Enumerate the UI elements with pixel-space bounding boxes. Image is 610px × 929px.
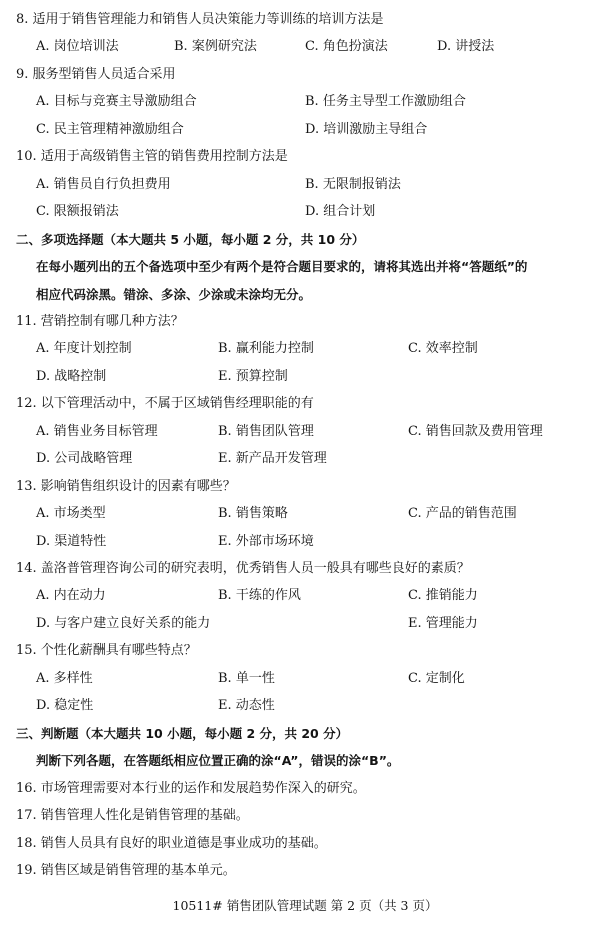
question-text [0, 61, 610, 88]
line-text: 13. 影响销售组织设计的因素有哪些？ [16, 478, 236, 494]
options-row [0, 171, 610, 198]
section-heading [0, 226, 610, 253]
answer-option: E. 动态性 [218, 698, 275, 714]
line-text: 11. 营销控制有哪几种方法？ [16, 313, 184, 329]
answer-option: D. 培训激励主导组合 [305, 121, 428, 137]
section-heading [0, 720, 610, 747]
answer-option: E. 新产品开发管理 [218, 451, 327, 467]
options-row [0, 198, 610, 225]
answer-option: D. 与客户建立良好关系的能力 [36, 615, 211, 631]
question-text [0, 637, 610, 664]
question-text [0, 308, 610, 335]
answer-option: B. 销售策略 [218, 506, 288, 522]
answer-option: B. 无限制报销法 [305, 176, 401, 192]
answer-option: A. 多样性 [36, 670, 93, 686]
answer-option: A. 销售员自行负担费用 [36, 176, 171, 192]
answer-option: A. 市场类型 [36, 506, 106, 522]
options-row [0, 445, 610, 472]
line-text: 判断下列各题，在答题纸相应位置正确的涂“A”，错误的涂“B”。 [36, 753, 400, 769]
line-text: 10. 适用于高级销售主管的销售费用控制方法是 [16, 149, 288, 165]
answer-option: C. 销售回款及费用管理 [408, 423, 543, 439]
line-text: 19. 销售区域是销售管理的基本单元。 [16, 862, 236, 878]
answer-option: C. 定制化 [408, 670, 465, 686]
answer-option: D. 组合计划 [305, 204, 376, 220]
page-footer: 10511# 销售团队管理试题 第 2 页（共 3 页） [172, 898, 438, 913]
options-row [0, 665, 610, 692]
answer-option: B. 销售团队管理 [218, 423, 314, 439]
answer-option: B. 单一性 [218, 670, 275, 686]
line-text: 18. 销售人员具有良好的职业道德是事业成功的基础。 [16, 835, 327, 851]
section-instruction [0, 747, 610, 774]
question-text [0, 830, 610, 857]
answer-option: D. 讲授法 [437, 39, 495, 55]
answer-option: E. 外部市场环境 [218, 533, 314, 549]
options-row [0, 582, 610, 609]
options-row [0, 692, 610, 719]
answer-option: A. 目标与竞赛主导激励组合 [36, 94, 197, 110]
options-row [0, 610, 610, 637]
answer-option: B. 赢利能力控制 [218, 341, 314, 357]
answer-option: D. 公司战略管理 [36, 451, 133, 467]
options-row [0, 335, 610, 362]
line-text: 14. 盖洛普管理咨询公司的研究表明，优秀销售人员一般具有哪些良好的素质？ [16, 561, 470, 576]
line-text: 16. 市场管理需要对本行业的运作和发展趋势作深入的研究。 [16, 780, 366, 796]
line-text: 17. 销售管理人性化是销售管理的基础。 [16, 808, 249, 824]
options-row [0, 116, 610, 143]
answer-option: A. 销售业务目标管理 [36, 423, 158, 439]
question-text [0, 857, 610, 884]
question-text [0, 6, 610, 33]
answer-option: D. 渠道特性 [36, 533, 107, 549]
question-text [0, 555, 610, 582]
answer-option: E. 管理能力 [408, 615, 478, 631]
options-row [0, 363, 610, 390]
answer-option: C. 推销能力 [408, 588, 478, 604]
line-text: 三、判断题（本大题共 10 小题，每小题 2 分，共 20 分） [16, 725, 349, 741]
question-text [0, 473, 610, 500]
answer-option: A. 年度计划控制 [36, 341, 132, 357]
answer-option: C. 民主管理精神激励组合 [36, 121, 184, 137]
options-row [0, 528, 610, 555]
section-instruction [0, 253, 610, 280]
answer-option: C. 限额报销法 [36, 204, 119, 220]
line-text: 15. 个性化薪酬具有哪些特点？ [16, 643, 197, 659]
line-text: 9. 服务型销售人员适合采用 [16, 66, 176, 82]
question-text [0, 802, 610, 829]
answer-option: E. 预算控制 [218, 368, 288, 384]
options-row [0, 33, 610, 60]
question-text [0, 143, 610, 170]
answer-option: D. 稳定性 [36, 698, 94, 714]
answer-option: C. 角色扮演法 [305, 39, 388, 55]
answer-option: A. 内在动力 [36, 588, 106, 604]
line-text: 8. 适用于销售管理能力和销售人员决策能力等训练的培训方法是 [16, 12, 384, 27]
answer-option: C. 产品的销售范围 [408, 506, 517, 522]
line-text: 在每小题列出的五个备选项中至少有两个是符合题目要求的，请将其选出并将“答题纸”的 [36, 259, 528, 275]
answer-option: D. 战略控制 [36, 368, 107, 384]
question-text [0, 775, 610, 802]
question-text [0, 390, 610, 417]
section-instruction [0, 281, 610, 308]
answer-option: B. 任务主导型工作激励组合 [305, 94, 466, 110]
answer-option: C. 效率控制 [408, 341, 478, 357]
line-text: 12. 以下管理活动中，不属于区域销售经理职能的有 [16, 396, 314, 412]
options-row [0, 88, 610, 115]
answer-option: A. 岗位培训法 [36, 39, 119, 55]
answer-option: B. 案例研究法 [174, 39, 257, 55]
line-text: 相应代码涂黑。错涂、多涂、少涂或未涂均无分。 [36, 286, 312, 302]
answer-option: B. 干练的作风 [218, 588, 301, 604]
options-row [0, 418, 610, 445]
line-text: 二、多项选择题（本大题共 5 小题，每小题 2 分，共 10 分） [16, 231, 365, 247]
options-row [0, 500, 610, 527]
